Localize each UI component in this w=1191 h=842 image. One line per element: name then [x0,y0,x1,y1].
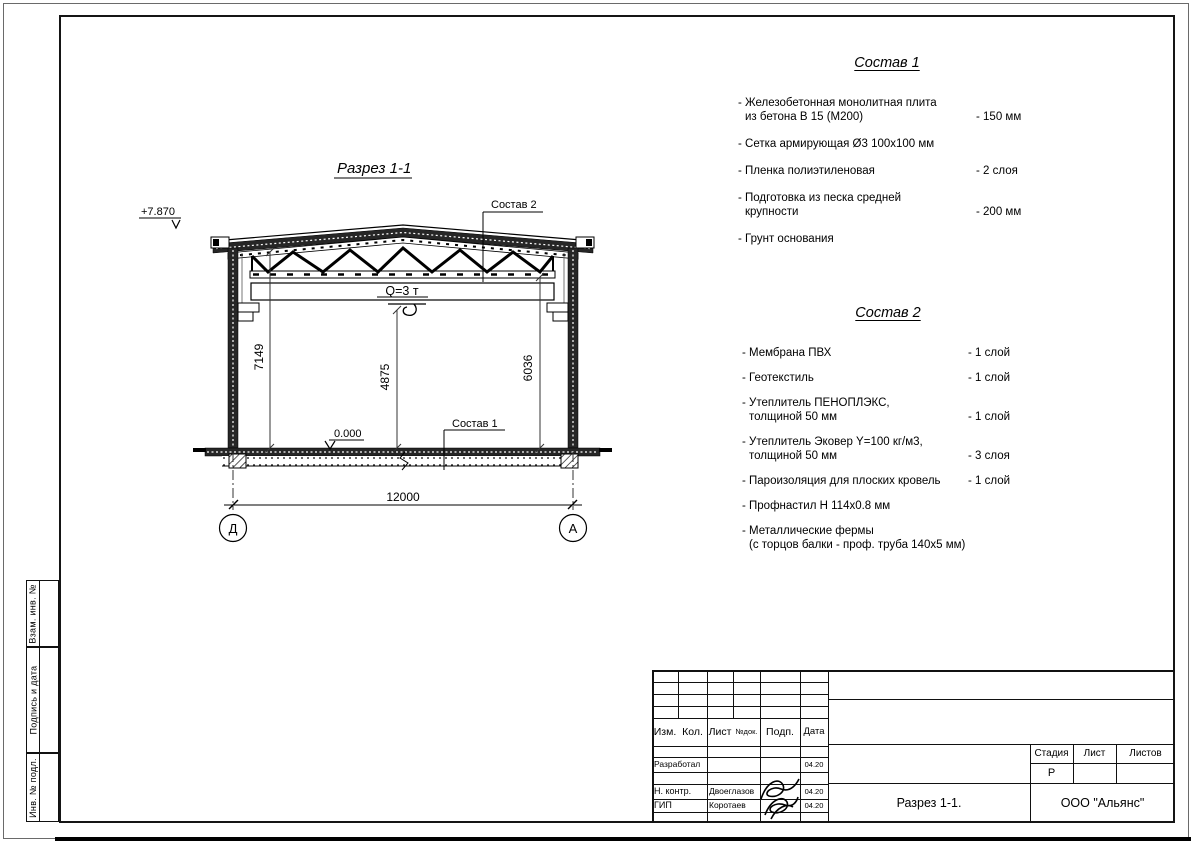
list-item: - Пароизоляция для плоских кровель - 1 слой [742,475,1011,487]
list-item: - Утеплитель ПЕНОПЛЭКС, толщиной 50 мм - 1 слой [742,397,1011,423]
level-zero-mark [325,428,364,449]
side-label: Взам. инв. № [27,581,40,646]
composition-list-2 [742,306,1034,552]
svg-text:Состав 2: Состав 2 [491,199,537,211]
vertical-dimensions [266,248,544,452]
row-role: ГИП [654,800,672,810]
row-date: 04.20 [804,801,824,810]
composition-list-1 [738,56,1036,246]
elevation-mark [139,206,181,228]
list-item: - Профнастил Н 114х0.8 мм [742,500,891,512]
floor [193,448,612,470]
view-title: Разрез 1-1 [337,160,412,177]
side-box-vzam [26,580,59,647]
list-item: - Грунт основания [738,233,834,245]
grid-line [678,670,679,718]
list-item: - Геотекстиль - 1 слой [742,372,1011,384]
svg-text:Д: Д [228,521,238,536]
list-item: - Подготовка из песка средней крупности - 200 мм [738,192,1022,218]
col-podp: Подп. [766,726,794,738]
stage-label: Стадия [1034,748,1069,759]
col-data: Дата [803,726,825,737]
side-box-podpis [26,647,59,753]
dim-7149: 7149 [252,343,266,371]
crane-capacity-label: Q=3 т [385,284,419,298]
dim-4875: 4875 [378,363,392,391]
side-label: Инв. № подл. [27,754,40,821]
grid-line [652,746,828,747]
row-date: 04.20 [804,760,824,769]
col-kol: Кол. [682,726,703,738]
row-role: Разработал [654,759,701,769]
svg-text:А: А [568,521,578,536]
crane-beam [251,283,554,315]
grid-line [828,699,1175,700]
dim-12000: 12000 [386,490,420,504]
svg-text:0.000: 0.000 [334,428,362,440]
composition2-title: Состав 2 [855,305,921,321]
col-izm: Изм. [653,726,677,738]
grid-line [733,670,734,718]
svg-text:Состав 1: Состав 1 [452,418,498,430]
col-list: Лист [708,726,732,738]
axis-bubble-left [220,515,247,542]
axis-bubble-right [560,515,587,542]
list-item: - Металлические фермы (с торцов балки - проф. труба 140х5 мм) [742,525,966,551]
row-role: Н. контр. [654,786,692,796]
signature [757,773,803,821]
side-box-inv [26,753,59,822]
company-name: ООО "Альянс" [1060,796,1145,810]
row-name: Двоеглазов [709,786,755,796]
col-ndok: №док. [735,727,758,736]
row-date: 04.20 [804,787,824,796]
row-name: Коротаев [709,800,746,810]
list-item: - Сетка армирующая Ø3 100х100 мм [738,138,935,150]
grid-line [652,670,1175,672]
crane-hook [403,304,416,315]
elevation-mark-label: +7.870 [141,206,175,218]
list-item: - Железобетонная монолитная плита из бетона В 15 (М200) - 150 мм [738,97,1022,123]
composition1-title: Состав 1 [854,55,920,71]
side-label: Подпись и дата [27,648,40,752]
grid-line [707,670,708,823]
stage-value: Р [1047,767,1056,779]
list-item: - Пленка полиэтиленовая - 2 слоя [738,165,1018,177]
doc-title: Разрез 1-1. [896,796,962,810]
list-item: - Мембрана ПВХ - 1 слой [742,347,1011,359]
sheet-label: Лист [1083,748,1106,759]
list-item: - Утеплитель Эковер Y=100 кг/м3, толщиной 50 мм - 3 слоя [742,436,1010,462]
dim-6036: 6036 [521,354,535,382]
sheets-label: Листов [1129,748,1162,759]
